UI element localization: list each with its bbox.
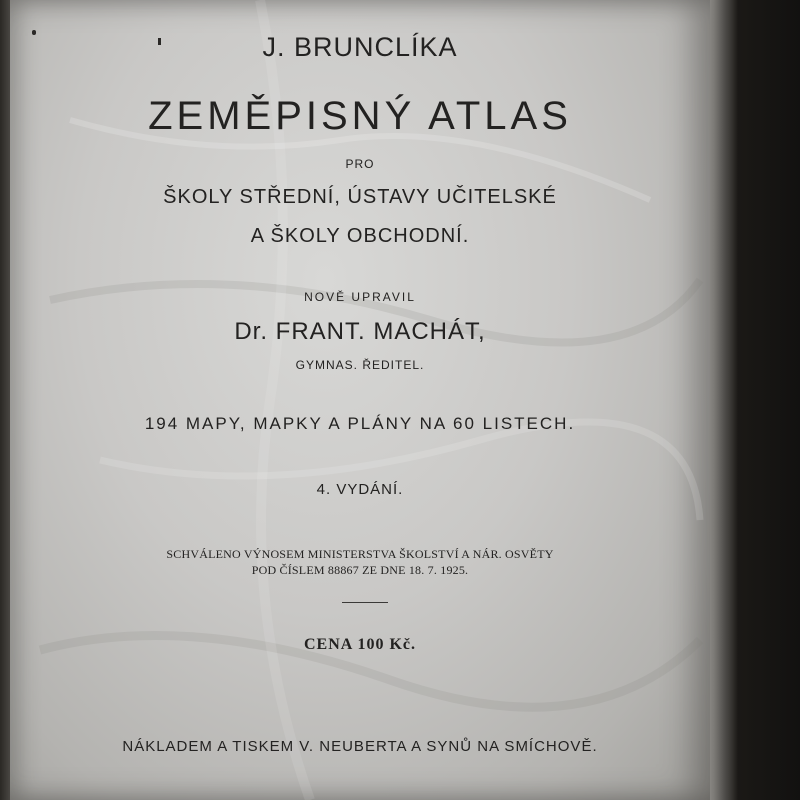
- contents-summary: 194 MAPY, MAPKY A PLÁNY NA 60 LISTECH.: [144, 414, 576, 433]
- title-page: [10, 0, 710, 800]
- divider-rule: [342, 602, 388, 603]
- approval-line-2: POD ČÍSLEM 88867 ZE DNE 18. 7. 1925.: [251, 563, 469, 577]
- publisher-imprint: NÁKLADEM A TISKEM V. NEUBERTA A SYNŮ NA SMÍCHOVĚ.: [122, 738, 598, 755]
- audience-line-1: ŠKOLY STŘEDNÍ, ÚSTAVY UČITELSKÉ: [163, 186, 557, 208]
- approval-line-1: SCHVÁLENO VÝNOSEM MINISTERSTVA ŠKOLSTVÍ A NÁR. OSVĚTY: [166, 547, 554, 561]
- editor-name: Dr. FRANT. MACHÁT,: [234, 318, 486, 345]
- audience-line-2: A ŠKOLY OBCHODNÍ.: [250, 225, 470, 247]
- book-title: ZEMĚPISNÝ ATLAS: [148, 94, 572, 138]
- edited-note: NOVĚ UPRAVIL: [304, 290, 416, 304]
- editor-role: GYMNAS. ŘEDITEL.: [295, 358, 425, 372]
- price: CENA 100 Kč.: [304, 636, 416, 653]
- author-name: J. BRUNCLÍKA: [262, 32, 458, 62]
- for-label: PRO: [345, 157, 375, 171]
- edition-number: 4. VYDÁNÍ.: [316, 481, 404, 498]
